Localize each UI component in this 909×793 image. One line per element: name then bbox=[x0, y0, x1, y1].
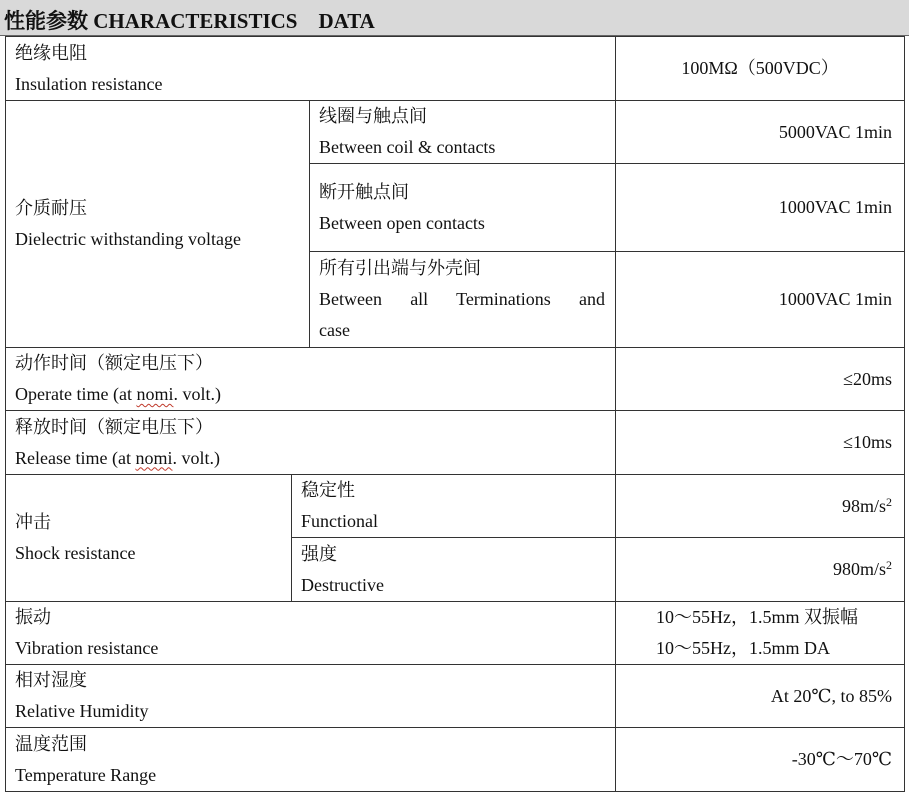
dielectric-coil-value: 5000VAC 1min bbox=[616, 101, 905, 164]
table-row bbox=[6, 602, 905, 665]
spellcheck-underline: nomi bbox=[136, 384, 174, 404]
characteristics-table bbox=[5, 36, 905, 792]
dielectric-label: 介质耐压 Dielectric withstanding voltage bbox=[6, 101, 310, 348]
table-row bbox=[6, 348, 905, 411]
operate-time-value: ≤20ms bbox=[616, 348, 905, 411]
vibration-value: 10～55Hz，1.5mm 双振幅 10～55Hz，1.5mm DA bbox=[616, 602, 905, 665]
page-title: 性能参数 CHARACTERISTICS DATA bbox=[4, 9, 375, 33]
humidity-value: At 20℃, to 85% bbox=[616, 665, 905, 728]
table-row bbox=[6, 101, 905, 164]
temperature-label: 温度范围 Temperature Range bbox=[6, 728, 616, 792]
release-time-label: 释放时间（额定电压下） Release time (at nomi. volt.) bbox=[6, 411, 616, 475]
table-row bbox=[6, 665, 905, 728]
insulation-label: 绝缘电阻 Insulation resistance bbox=[6, 37, 616, 101]
temperature-value: -30℃～70℃ bbox=[616, 728, 905, 792]
vibration-label: 振动 Vibration resistance bbox=[6, 602, 616, 665]
table-row bbox=[6, 728, 905, 792]
table-header bbox=[0, 0, 909, 36]
shock-functional-value: $98m/s^2$ bbox=[616, 475, 905, 538]
spellcheck-underline: nomi bbox=[135, 447, 173, 468]
dielectric-open-label: 断开触点间 Between open contacts bbox=[310, 164, 616, 252]
table-row bbox=[6, 475, 905, 538]
operate-time-label: 动作时间（额定电压下） Operate time (at nomi. volt.) bbox=[6, 348, 616, 411]
dielectric-open-value: 1000VAC 1min bbox=[616, 164, 905, 252]
shock-destructive-value: $980m/s^2$ bbox=[616, 538, 905, 602]
shock-label: 冲击 Shock resistance bbox=[6, 475, 292, 602]
release-time-value: ≤10ms bbox=[616, 411, 905, 475]
shock-destructive-label: 强度 Destructive bbox=[292, 538, 616, 602]
dielectric-case-value: 1000VAC 1min bbox=[616, 252, 905, 348]
insulation-value: 100MΩ（500VDC） bbox=[616, 37, 905, 101]
shock-functional-label: 稳定性 Functional bbox=[292, 475, 616, 538]
table-row bbox=[6, 411, 905, 475]
dielectric-coil-label: 线圈与触点间 Between coil & contacts bbox=[310, 101, 616, 164]
humidity-label: 相对湿度 Relative Humidity bbox=[6, 665, 616, 728]
table-row bbox=[6, 37, 905, 101]
dielectric-case-label: 所有引出端与外壳间 Between all Terminations and case bbox=[310, 252, 616, 348]
